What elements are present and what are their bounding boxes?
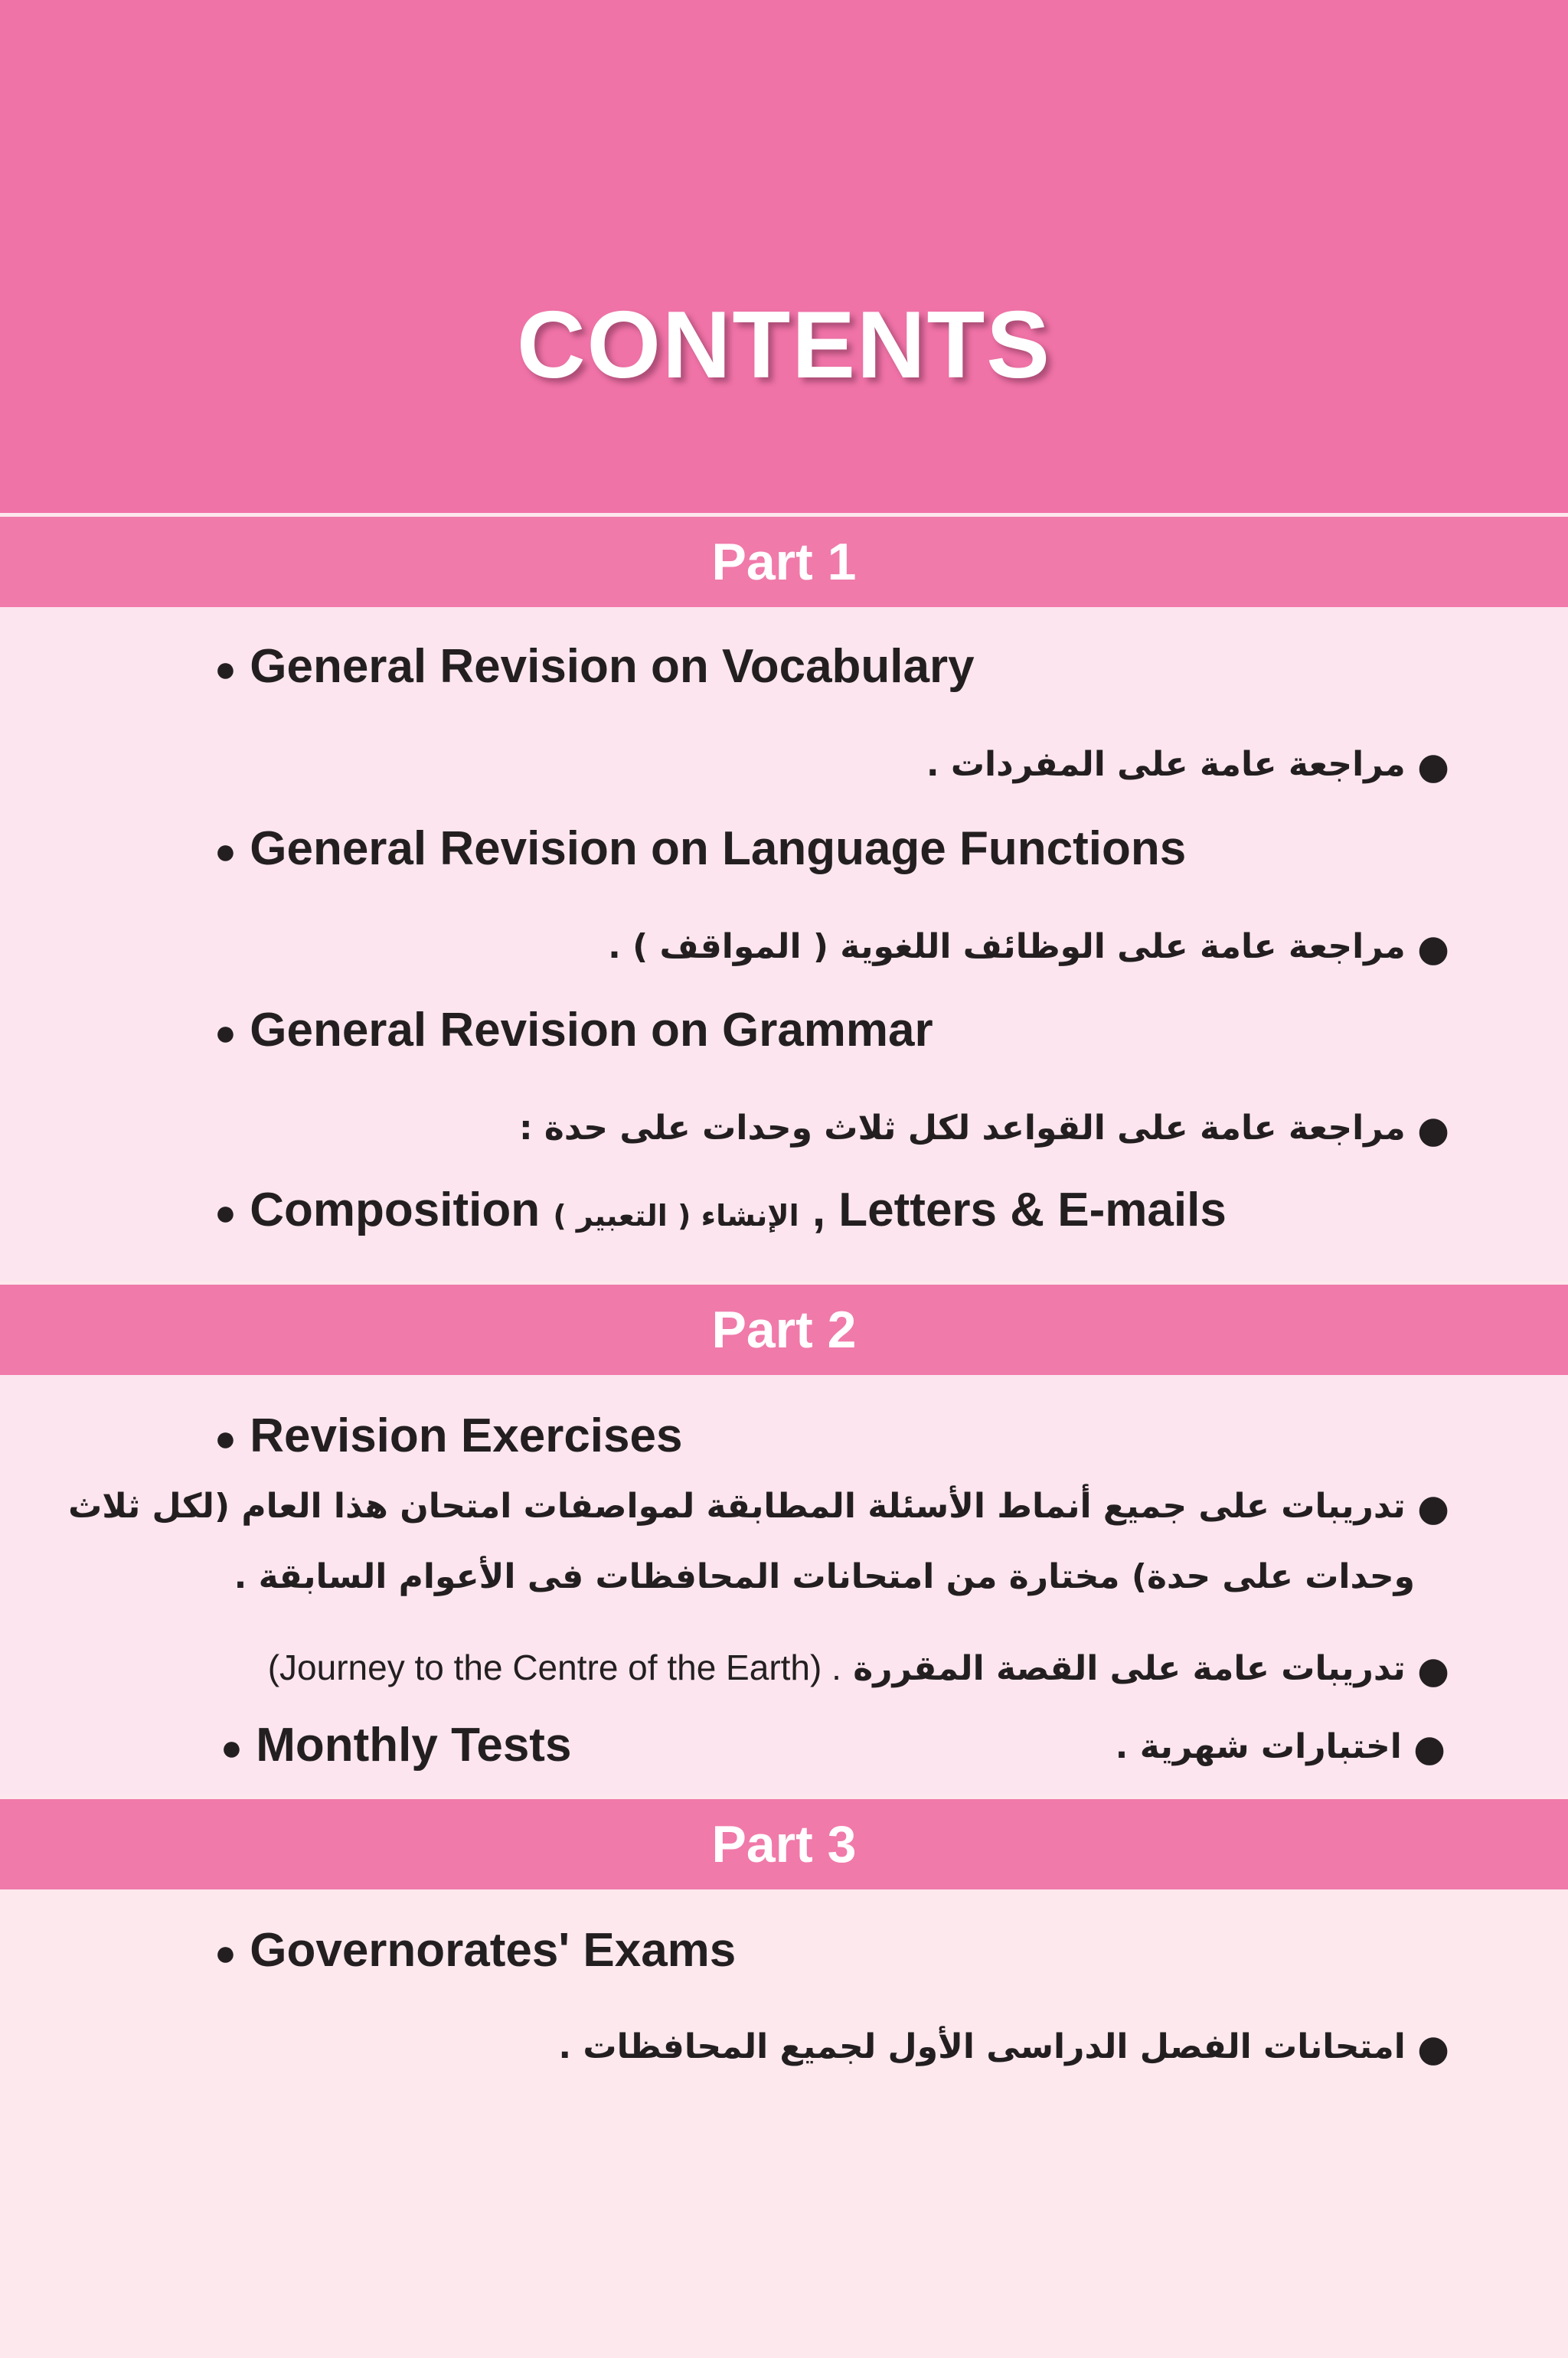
list-item: ● Monthly Tests bbox=[220, 1719, 572, 1772]
list-item: ● General Revision on Grammar bbox=[214, 1004, 933, 1057]
bullet-icon: ● bbox=[214, 831, 237, 873]
part-2-label: Part 2 bbox=[711, 1301, 857, 1359]
list-item-ar: ● مراجعة عامة على الوظائف اللغوية ( المواقف ) . bbox=[608, 927, 1449, 970]
list-item: ● General Revision on Vocabulary bbox=[214, 640, 975, 693]
list-item: ● Revision Exercises bbox=[214, 1409, 683, 1462]
bullet-icon: ● bbox=[1417, 2027, 1449, 2070]
list-item-ar: ● امتحانات الفصل الدراسى الأول لجميع المحافظات . bbox=[558, 2027, 1449, 2070]
list-item-ar-continued: وحدات على حدة) مختارة من امتحانات المحافظات فى الأعوام السابقة . bbox=[234, 1557, 1415, 1596]
header-banner bbox=[0, 0, 1568, 513]
part-1-section bbox=[0, 607, 1568, 1281]
part-1-label: Part 1 bbox=[711, 533, 857, 591]
bullet-icon: ● bbox=[1417, 1109, 1449, 1151]
part-2-section bbox=[0, 1375, 1568, 1795]
bullet-icon: ● bbox=[1417, 927, 1449, 970]
bullet-icon: ● bbox=[1417, 1487, 1449, 1530]
list-item: ● Composition الإنشاء ( التعبير ) , Letters & E-mails bbox=[214, 1184, 1227, 1236]
list-item-ar: ● مراجعة عامة على القواعد لكل ثلاث وحدات على حدة : bbox=[519, 1109, 1449, 1151]
part-3-label: Part 3 bbox=[711, 1815, 857, 1873]
bullet-icon: ● bbox=[1417, 745, 1449, 788]
list-item: ● General Revision on Language Functions bbox=[214, 822, 1187, 875]
list-item-ar: ● مراجعة عامة على المفردات . bbox=[926, 745, 1449, 788]
bullet-icon: ● bbox=[1417, 1649, 1449, 1692]
list-item-ar: ● اختبارات شهرية . bbox=[1115, 1727, 1446, 1770]
page-title: CONTENTS bbox=[517, 292, 1051, 398]
bullet-icon: ● bbox=[1413, 1727, 1446, 1770]
list-item-ar: ● تدريبات على جميع أنماط الأسئلة المطابقة لمواصفات امتحان هذا العام (لكل ثلاث bbox=[68, 1487, 1449, 1530]
bullet-icon: ● bbox=[214, 1193, 237, 1234]
bullet-icon: ● bbox=[214, 649, 237, 691]
bullet-icon: ● bbox=[220, 1728, 243, 1769]
part-3-section bbox=[0, 1889, 1568, 2358]
part-2-band bbox=[0, 1281, 1568, 1375]
part-3-band bbox=[0, 1795, 1568, 1889]
part-1-band bbox=[0, 513, 1568, 607]
list-item: ● Governorates' Exams bbox=[214, 1924, 737, 1977]
list-item-ar: ● تدريبات عامة على القصة المقررة (Journey to the Centre of the Earth) . bbox=[267, 1648, 1449, 1692]
bullet-icon: ● bbox=[214, 1013, 237, 1054]
bullet-icon: ● bbox=[214, 1933, 237, 1974]
bullet-icon: ● bbox=[214, 1419, 237, 1460]
